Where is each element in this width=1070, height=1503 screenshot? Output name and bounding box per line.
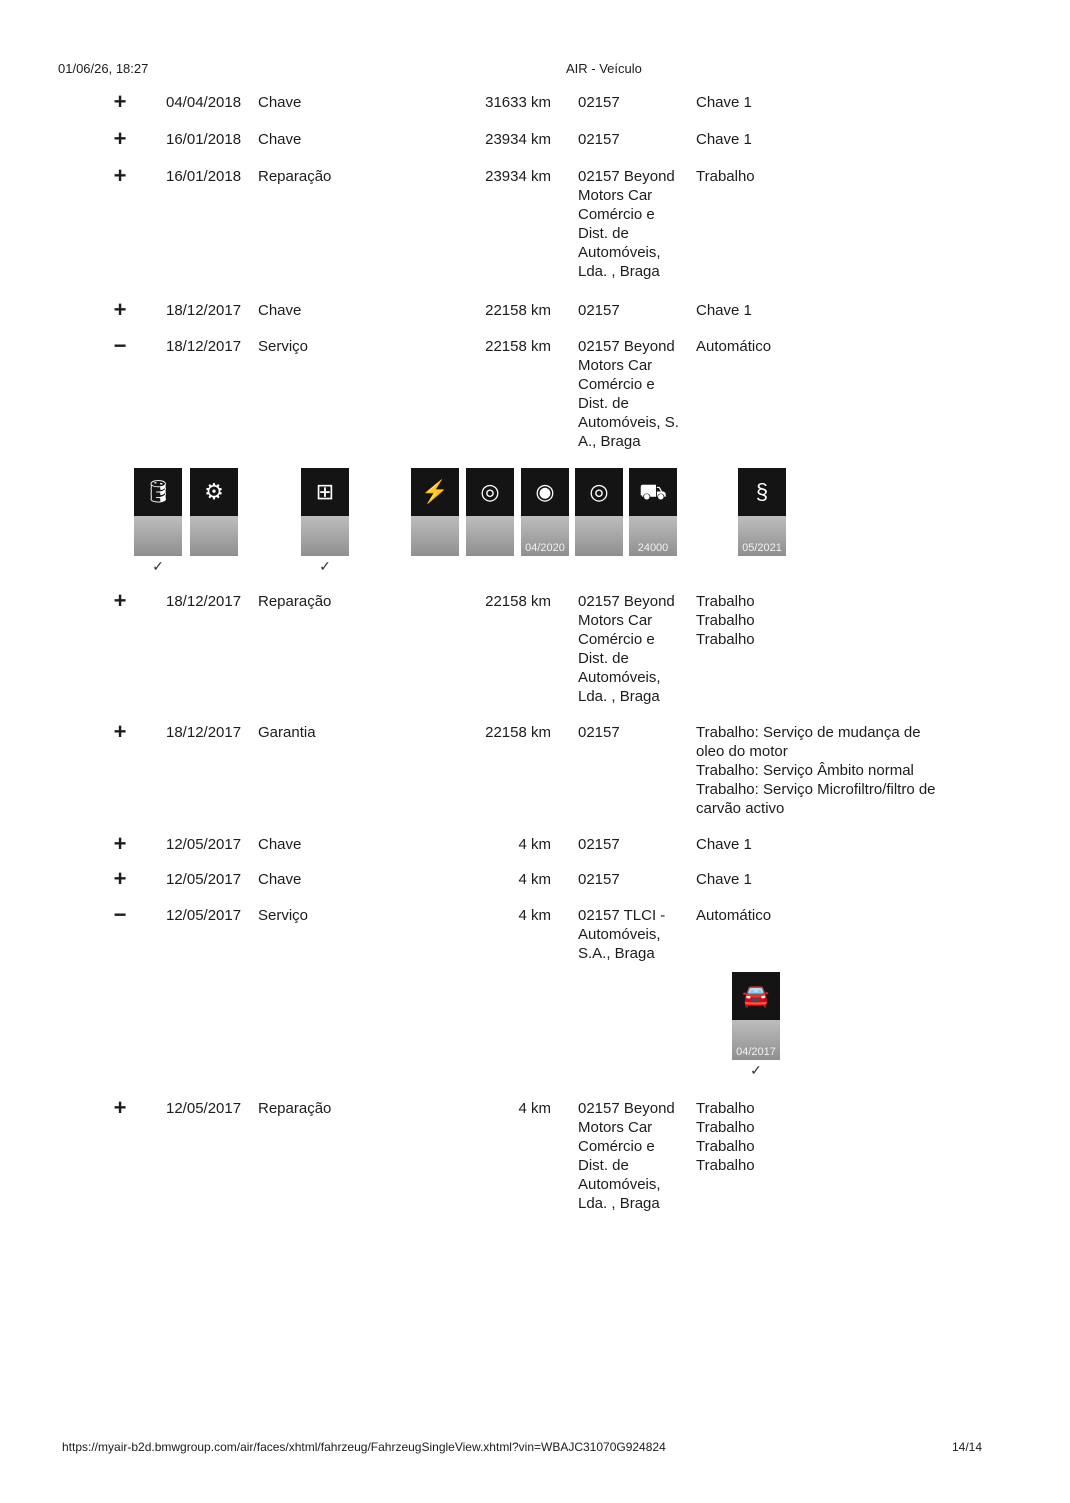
service-due-bar bbox=[466, 516, 514, 556]
entry-date: 18/12/2017 bbox=[166, 338, 242, 355]
service-icons-row-2 bbox=[0, 972, 1070, 1082]
service-tile bbox=[629, 468, 677, 556]
entry-mileage: 31633 km bbox=[485, 94, 551, 111]
entry-date: 12/05/2017 bbox=[166, 1100, 242, 1117]
entry-mileage: 4 km bbox=[518, 1100, 551, 1117]
service-due-bar bbox=[411, 516, 459, 556]
expand-toggle-icon[interactable]: + bbox=[113, 89, 127, 114]
service-tile bbox=[732, 972, 780, 1078]
entry-mileage: 4 km bbox=[518, 907, 551, 924]
entry-date: 04/04/2018 bbox=[166, 94, 242, 111]
service-due-bar bbox=[190, 516, 238, 556]
entry-date: 12/05/2017 bbox=[166, 836, 242, 853]
footer-page-number: 14/14 bbox=[952, 1440, 983, 1454]
entry-mileage: 23934 km bbox=[485, 168, 551, 185]
entry-type: Chave bbox=[258, 302, 302, 319]
print-datetime: 01/06/26, 18:27 bbox=[58, 61, 149, 76]
entry-type: Reparação bbox=[258, 1100, 332, 1117]
expand-toggle-icon[interactable]: − bbox=[113, 333, 127, 358]
entry-dealer: 02157 bbox=[578, 302, 620, 319]
expand-toggle-icon[interactable]: + bbox=[113, 831, 127, 856]
footer-url: https://myair-b2d.bmwgroup.com/air/faces/xhtml/fahrzeug/FahrzeugSingleView.xhtml?vin=WBAJC31070G924824 bbox=[62, 1440, 666, 1454]
service-tile bbox=[466, 468, 514, 556]
entry-mileage: 22158 km bbox=[485, 593, 551, 610]
entry-mileage: 4 km bbox=[518, 836, 551, 853]
entry-mileage: 22158 km bbox=[485, 302, 551, 319]
service-due-bar bbox=[521, 516, 569, 556]
entry-type: Chave bbox=[258, 94, 302, 111]
entry-dealer: 02157 bbox=[578, 94, 620, 111]
entry-info: Trabalho: Serviço de mudança de oleo do motor Trabalho: Serviço Âmbito normal Trabalho: Serviço Microfiltro/filtro de carvão activo bbox=[696, 724, 936, 817]
entry-info: Automático bbox=[696, 338, 772, 355]
front-brakes-icon: ◎ bbox=[466, 468, 514, 516]
service-due-bar bbox=[301, 516, 349, 556]
entry-date: 12/05/2017 bbox=[166, 871, 242, 888]
expand-toggle-icon[interactable]: − bbox=[113, 902, 127, 927]
service-due-label: 04/2020 bbox=[525, 542, 565, 554]
entry-type: Reparação bbox=[258, 593, 332, 610]
brake-fluid-icon: ◉ bbox=[521, 468, 569, 516]
service-due-bar bbox=[134, 516, 182, 556]
page-title: AIR - Veículo bbox=[566, 61, 642, 76]
service-tile bbox=[301, 468, 349, 574]
entry-info: Chave 1 bbox=[696, 871, 752, 888]
entry-dealer: 02157 Beyond Motors Car Comércio e Dist. de Automóveis, S. A., Braga bbox=[578, 338, 679, 450]
entry-dealer: 02157 bbox=[578, 131, 620, 148]
entry-type: Chave bbox=[258, 836, 302, 853]
checkmark-icon: ✓ bbox=[152, 558, 164, 574]
entry-date: 18/12/2017 bbox=[166, 724, 242, 741]
entry-dealer: 02157 Beyond Motors Car Comércio e Dist. de Automóveis, Lda. , Braga bbox=[578, 168, 675, 280]
expand-toggle-icon[interactable]: + bbox=[113, 719, 127, 744]
entry-dealer: 02157 Beyond Motors Car Comércio e Dist. de Automóveis, Lda. , Braga bbox=[578, 1100, 675, 1212]
service-due-bar bbox=[629, 516, 677, 556]
rear-brakes-icon: ◎ bbox=[575, 468, 623, 516]
entry-mileage: 22158 km bbox=[485, 724, 551, 741]
entry-dealer: 02157 bbox=[578, 836, 620, 853]
service-tile bbox=[575, 468, 623, 556]
entry-dealer: 02157 TLCI - Automóveis, S.A., Braga bbox=[578, 907, 666, 962]
microfilter-icon: ⊞ bbox=[301, 468, 349, 516]
entry-dealer: 02157 Beyond Motors Car Comércio e Dist. de Automóveis, Lda. , Braga bbox=[578, 593, 675, 705]
entry-date: 12/05/2017 bbox=[166, 907, 242, 924]
service-due-bar bbox=[732, 1020, 780, 1060]
vehicle-check-icon: ⛟ bbox=[629, 468, 677, 516]
entry-mileage: 22158 km bbox=[485, 338, 551, 355]
expand-toggle-icon[interactable]: + bbox=[113, 297, 127, 322]
service-due-label: 04/2017 bbox=[736, 1046, 776, 1058]
entry-info: Chave 1 bbox=[696, 94, 752, 111]
vehicle-check-icon: 🚘 bbox=[732, 972, 780, 1020]
entry-type: Serviço bbox=[258, 338, 309, 355]
entry-info: Trabalho Trabalho Trabalho bbox=[696, 593, 755, 648]
checkmark-icon: ✓ bbox=[319, 558, 331, 574]
entry-info: Chave 1 bbox=[696, 302, 752, 319]
service-tile bbox=[134, 468, 182, 574]
entry-dealer: 02157 bbox=[578, 724, 620, 741]
entry-date: 16/01/2018 bbox=[166, 131, 242, 148]
service-due-bar bbox=[575, 516, 623, 556]
expand-toggle-icon[interactable]: + bbox=[113, 1095, 127, 1120]
spark-plug-icon: ⚡ bbox=[411, 468, 459, 516]
entry-type: Serviço bbox=[258, 907, 309, 924]
service-tile bbox=[190, 468, 238, 556]
entry-info: Trabalho Trabalho Trabalho Trabalho bbox=[696, 1100, 755, 1174]
service-due-bar bbox=[738, 516, 786, 556]
entry-type: Garantia bbox=[258, 724, 316, 741]
entry-date: 18/12/2017 bbox=[166, 593, 242, 610]
service-tile bbox=[411, 468, 459, 556]
entry-date: 18/12/2017 bbox=[166, 302, 242, 319]
service-due-label: 05/2021 bbox=[742, 542, 782, 554]
entry-date: 16/01/2018 bbox=[166, 168, 242, 185]
entry-dealer: 02157 bbox=[578, 871, 620, 888]
expand-toggle-icon[interactable]: + bbox=[113, 866, 127, 891]
expand-toggle-icon[interactable]: + bbox=[113, 588, 127, 613]
entry-type: Chave bbox=[258, 131, 302, 148]
entry-info: Chave 1 bbox=[696, 131, 752, 148]
checkmark-icon: ✓ bbox=[750, 1062, 762, 1078]
service-tile bbox=[521, 468, 569, 556]
entry-mileage: 23934 km bbox=[485, 131, 551, 148]
entry-type: Chave bbox=[258, 871, 302, 888]
engine-air-filter-icon: ⚙ bbox=[190, 468, 238, 516]
vehicle-inspection-icon: § bbox=[738, 468, 786, 516]
entry-info: Chave 1 bbox=[696, 836, 752, 853]
oil-can-icon: 🛢 bbox=[134, 468, 182, 516]
entry-info: Automático bbox=[696, 907, 772, 924]
expand-toggle-icon[interactable]: + bbox=[113, 163, 127, 188]
entry-info: Trabalho bbox=[696, 168, 755, 185]
entry-mileage: 4 km bbox=[518, 871, 551, 888]
service-due-label: 24000 bbox=[637, 542, 669, 554]
service-tile bbox=[738, 468, 786, 556]
service-icons-row-1 bbox=[0, 468, 1070, 578]
expand-toggle-icon[interactable]: + bbox=[113, 126, 127, 151]
entry-type: Reparação bbox=[258, 168, 332, 185]
